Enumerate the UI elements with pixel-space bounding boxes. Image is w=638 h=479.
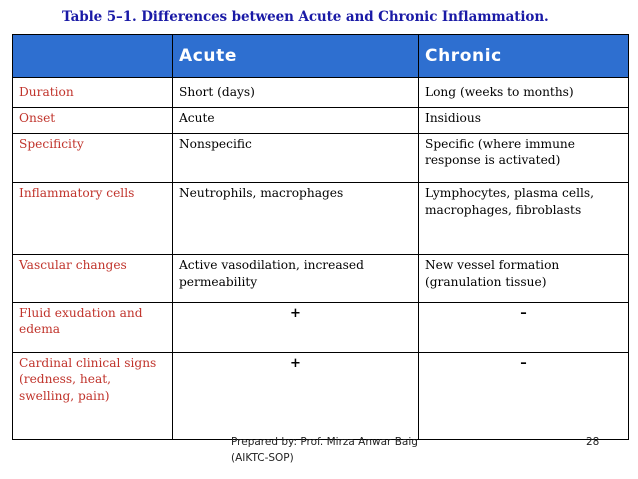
cell-acute-duration: Short (days) [173, 77, 419, 107]
cell-chronic-onset: Insidious [419, 107, 629, 133]
row-label-specificity: Specificity [13, 133, 173, 183]
cell-acute-cardinal-signs: + [173, 352, 419, 439]
table-row [13, 77, 629, 107]
comparison-table [12, 34, 629, 440]
row-label-duration: Duration [13, 77, 173, 107]
row-label-onset: Onset [13, 107, 173, 133]
table-row [13, 352, 629, 439]
cell-acute-fluid-exudation: + [173, 302, 419, 352]
header-acute: Acute [173, 35, 419, 78]
row-label-cardinal-signs: Cardinal clinical signs (redness, heat, swelling, pain) [13, 352, 173, 439]
cell-acute-inflammatory-cells: Neutrophils, macrophages [173, 183, 419, 255]
table-row [13, 302, 629, 352]
header-chronic: Chronic [419, 35, 629, 78]
table-title: Table 5–1. Differences between Acute and Chronic Inflammation. [62, 9, 549, 25]
cell-chronic-inflammatory-cells: Lymphocytes, plasma cells, macrophages, fibroblasts [419, 183, 629, 255]
cell-chronic-duration: Long (weeks to months) [419, 77, 629, 107]
row-label-inflammatory-cells: Inflammatory cells [13, 183, 173, 255]
table-row [13, 183, 629, 255]
cell-chronic-specificity: Specific (where immune response is activated) [419, 133, 629, 183]
cell-chronic-vascular-changes: New vessel formation (granulation tissue) [419, 255, 629, 303]
table-row [13, 133, 629, 183]
table-row [13, 107, 629, 133]
table-row [13, 255, 629, 303]
cell-chronic-cardinal-signs: – [419, 352, 629, 439]
header-blank-cell [13, 35, 173, 78]
cell-acute-onset: Acute [173, 107, 419, 133]
cell-acute-vascular-changes: Active vasodilation, increased permeability [173, 255, 419, 303]
table-header-row [13, 35, 629, 78]
row-label-fluid-exudation: Fluid exudation and edema [13, 302, 173, 352]
cell-acute-specificity: Nonspecific [173, 133, 419, 183]
cell-chronic-fluid-exudation: – [419, 302, 629, 352]
row-label-vascular-changes: Vascular changes [13, 255, 173, 303]
page-number: 28 [586, 436, 600, 448]
footer-credit: Prepared by: Prof. Mirza Anwar Baig (AIKTC-SOP) [231, 436, 418, 464]
